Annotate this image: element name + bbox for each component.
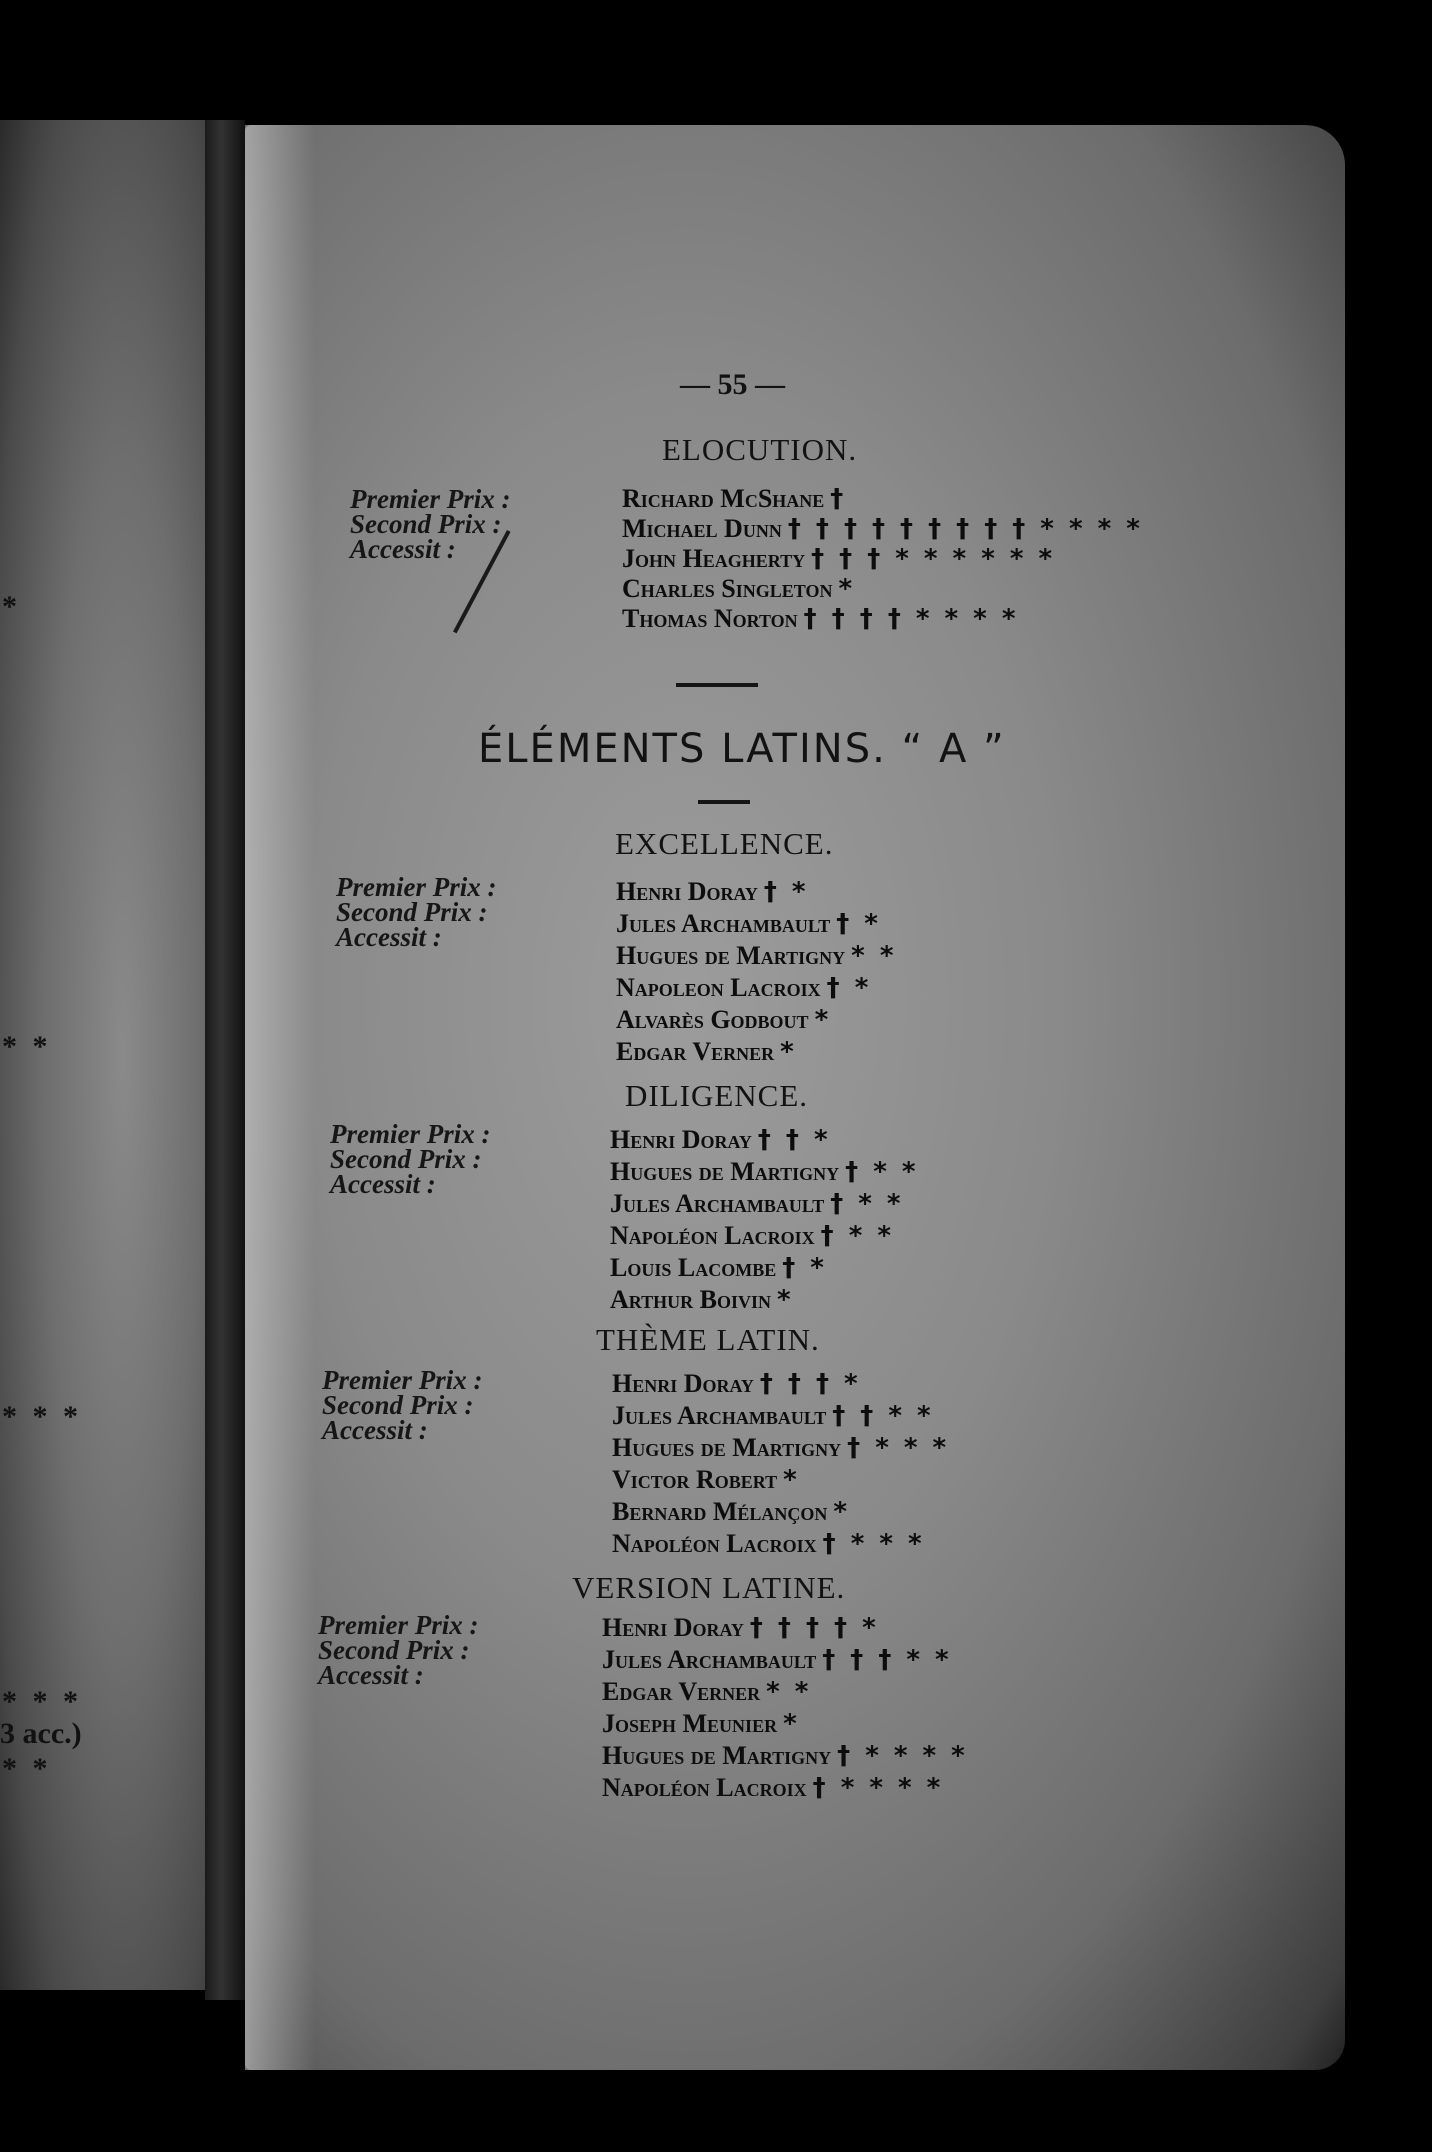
entry: Napoleon Lacroix † * — [616, 973, 872, 1003]
section-title-diligence: DILIGENCE. — [625, 1078, 809, 1113]
section-title-elocution: ELOCUTION. — [662, 432, 858, 467]
entry: Charles Singleton * — [622, 574, 856, 604]
entry: Jules Archambault † † * * — [612, 1401, 934, 1431]
entry: Hugues de Martigny † * * * — [612, 1433, 950, 1463]
left-fragment: * * * — [2, 1685, 82, 1718]
entry: Napoléon Lacroix † * * * — [612, 1529, 925, 1559]
prize-labels-version-latine: Premier Prix : Second Prix : Accessit : — [318, 1610, 479, 1690]
prize-labels-theme-latin: Premier Prix : Second Prix : Accessit : — [322, 1365, 483, 1445]
entry: Henri Doray † † † † * — [602, 1613, 879, 1643]
divider — [676, 683, 758, 687]
entry: Jules Archambault † † † * * — [602, 1645, 952, 1675]
entries-diligence — [610, 1124, 918, 1316]
left-page-edge — [0, 120, 205, 1990]
left-fragment: * * * — [2, 1400, 82, 1433]
entries-theme-latin — [612, 1368, 949, 1560]
entries-excellence — [616, 876, 896, 1068]
entry: Thomas Norton † † † † * * * * — [622, 604, 1019, 634]
entry: Richard McShane † — [622, 484, 847, 514]
entry: Henri Doray † † † * — [612, 1369, 861, 1399]
entry: Victor Robert * — [612, 1465, 800, 1495]
entry: Hugues de Martigny † * * — [610, 1157, 919, 1187]
left-fragment: * * — [2, 1030, 52, 1063]
entry: Napoléon Lacroix † * * * * — [602, 1773, 944, 1803]
entry: Edgar Verner * * — [602, 1677, 812, 1707]
divider — [698, 800, 750, 804]
entry: Alvarès Godbout * — [616, 1005, 832, 1035]
entry: Louis Lacombe † * — [610, 1253, 827, 1283]
entry: Henri Doray † * — [616, 877, 809, 907]
entry: Jules Archambault † * * — [610, 1189, 904, 1219]
entry: Edgar Verner * — [616, 1037, 797, 1067]
entry: Hugues de Martigny * * — [616, 941, 897, 971]
section-title-version-latine: VERSION LATINE. — [572, 1570, 846, 1605]
book-gutter — [205, 120, 245, 2000]
prize-labels-diligence: Premier Prix : Second Prix : Accessit : — [330, 1119, 491, 1199]
main-title: ÉLÉMENTS LATINS. “ A ” — [478, 726, 1006, 772]
section-title-excellence: EXCELLENCE. — [615, 826, 834, 861]
entry: John Heagherty † † † * * * * * * — [622, 544, 1056, 574]
entry: Michael Dunn † † † † † † † † † * * * * — [622, 514, 1143, 544]
entry: Bernard Mélançon * — [612, 1497, 851, 1527]
entry: Jules Archambault † * — [616, 909, 881, 939]
entry: Napoléon Lacroix † * * — [610, 1221, 894, 1251]
entry: Hugues de Martigny † * * * * — [602, 1741, 968, 1771]
left-fragment: * — [2, 590, 21, 623]
entry: Joseph Meunier * — [602, 1709, 800, 1739]
entries-version-latine — [602, 1612, 968, 1804]
entries-elocution — [622, 484, 1143, 634]
prize-labels-excellence: Premier Prix : Second Prix : Accessit : — [336, 872, 497, 952]
entry: Henri Doray † † * — [610, 1125, 831, 1155]
entry: Arthur Boivin * — [610, 1285, 794, 1315]
left-fragment: 3 acc.) — [0, 1717, 82, 1750]
section-title-theme-latin: THÈME LATIN. — [596, 1322, 820, 1357]
page-number: — 55 — — [680, 368, 785, 401]
prize-labels-elocution: Premier Prix : Second Prix : Accessit : — [350, 484, 511, 564]
left-fragment: * * — [2, 1752, 52, 1785]
